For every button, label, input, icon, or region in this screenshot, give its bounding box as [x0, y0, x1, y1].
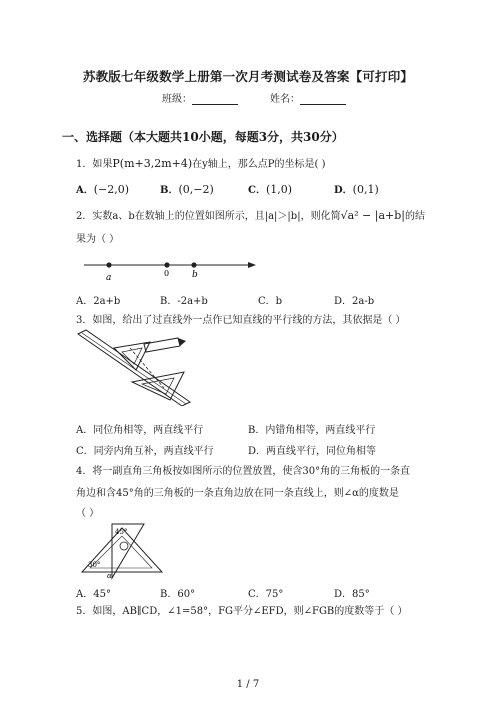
class-label: 班级：: [162, 94, 192, 105]
set-squares-figure: [78, 520, 164, 580]
number-line-arrow: [248, 262, 256, 268]
label-45: 45°: [115, 528, 128, 536]
name-field: [270, 90, 346, 105]
q3-stem: 3．如图，给出了过直线外一点作已知直线的平行线的方法，其依据是（ ）: [76, 315, 406, 326]
page-number: 1 / 7: [236, 679, 260, 690]
name-label: 姓名：: [270, 94, 300, 105]
q2-stem-c: 果为（ ）: [76, 234, 120, 245]
q1-option-a: A．(−2,0): [76, 183, 130, 196]
q1-point-expr: P(m+3,2m+4): [112, 157, 193, 170]
q2-stem-a: 2．实数a、b在数轴上的位置如图所示，且|a|＞|b|，则化简: [76, 211, 341, 222]
q1-option-d: D．(0,1): [334, 183, 379, 196]
q4-option-b: B．60°: [160, 589, 196, 600]
number-line-figure: [82, 256, 258, 282]
class-blank[interactable]: [192, 93, 238, 105]
point-a: [106, 262, 111, 267]
label-alpha: α: [107, 572, 112, 580]
q5-stem: 5．如图，AB∥CD，∠1=58°，FG平分∠EFD，则∠FGB的度数等于（ ）: [76, 606, 408, 617]
q2-stem-b: 的结: [405, 211, 425, 222]
q2-option-c: C．b: [258, 296, 283, 307]
q1-option-c: C．(1,0): [248, 183, 293, 196]
label-30: 30°: [88, 561, 101, 569]
page-title: 苏教版七年级数学上册第一次月考测试卷及答案【可打印】: [82, 69, 414, 84]
q4-stem-a: 4．将一副直角三角板按如图所示的位置放置，使含30°角的三角板的一条直: [76, 466, 411, 477]
q3-option-d: D．两直线平行，同位角相等: [248, 446, 377, 457]
q4-option-c: C．75°: [248, 589, 284, 600]
q2-stem: [76, 207, 425, 222]
point-b: [191, 262, 196, 267]
q1-option-b: B．(0,−2): [160, 183, 214, 196]
q4-stem-c: （ ）: [76, 508, 100, 519]
q1-stem-b: 在y轴上，那么点P的坐标是( ): [192, 159, 326, 170]
q2-expr: √a² − |a+b|: [340, 209, 405, 222]
name-blank[interactable]: [300, 93, 346, 105]
q1-stem: [76, 155, 326, 170]
q2-option-d: D．2a-b: [334, 296, 375, 307]
q4-stem-b: 角边和含45°角的三角板的一条直角边放在同一条直线上，则∠α的度数是: [76, 488, 399, 499]
q4-option-d: D．85°: [334, 589, 370, 600]
q1-stem-a: 1．如果: [76, 159, 113, 170]
label-zero: 0: [164, 269, 170, 278]
parallel-ruler-figure: [74, 328, 194, 406]
pencil-icon: [144, 338, 180, 352]
q4-option-a: A．45°: [76, 589, 111, 600]
q3-option-b: B．内错角相等，两直线平行: [248, 425, 376, 436]
q2-option-a: A．2a+b: [76, 296, 121, 307]
label-a: a: [106, 273, 112, 282]
section-heading: 一、选择题（本大题共10小题，每题3分，共30分）: [62, 130, 344, 144]
class-field: [162, 90, 238, 105]
triangle-hole: [120, 542, 128, 550]
q3-option-c: C．同旁内角互补，两直线平行: [76, 446, 214, 457]
q2-option-b: B．-2a+b: [160, 296, 208, 307]
point-zero: [164, 262, 169, 267]
q3-option-a: A．同位角相等，两直线平行: [76, 425, 204, 436]
label-b: b: [192, 270, 198, 280]
